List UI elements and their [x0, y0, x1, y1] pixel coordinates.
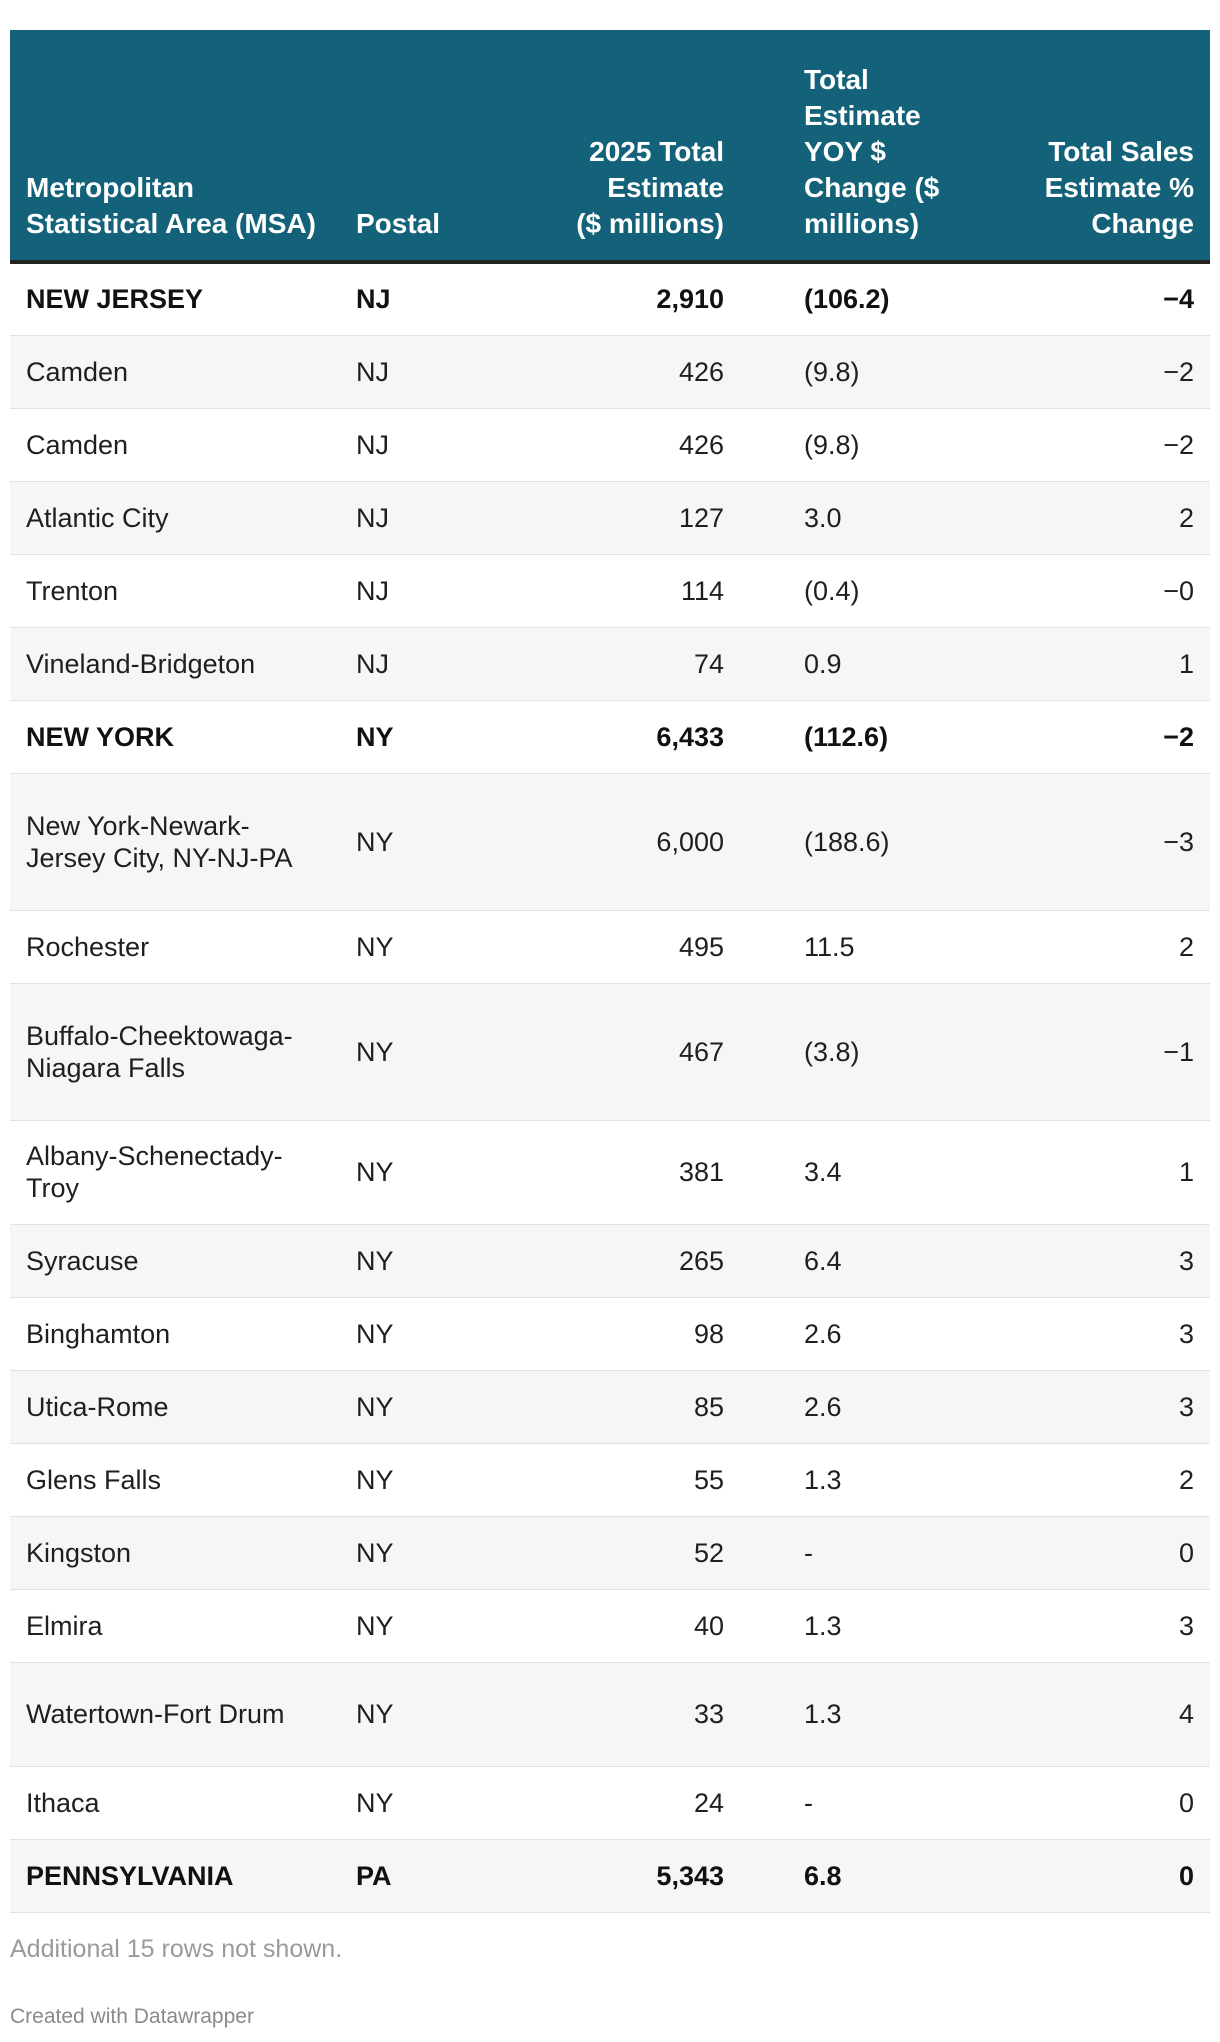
- footer-note: Additional 15 rows not shown.: [10, 1935, 343, 1963]
- cell-yoy: -: [740, 1766, 980, 1839]
- cell-msa: Ithaca: [10, 1766, 340, 1839]
- table-container: [10, 30, 1210, 1913]
- table-row: [10, 627, 1210, 700]
- cell-postal: NJ: [340, 335, 560, 408]
- cell-postal: NJ: [340, 554, 560, 627]
- cell-pct: 2: [980, 1443, 1210, 1516]
- cell-total: 33: [560, 1662, 740, 1766]
- table-row: [10, 1589, 1210, 1662]
- cell-msa: Camden: [10, 335, 340, 408]
- table-row: [10, 1224, 1210, 1297]
- cell-msa: Kingston: [10, 1516, 340, 1589]
- cell-msa: PENNSYLVANIA: [10, 1839, 340, 1912]
- cell-pct: 1: [980, 627, 1210, 700]
- cell-total: 426: [560, 335, 740, 408]
- cell-yoy: 2.6: [740, 1370, 980, 1443]
- table-row: [10, 335, 1210, 408]
- cell-yoy: 3.4: [740, 1120, 980, 1224]
- cell-postal: PA: [340, 1839, 560, 1912]
- cell-msa: Albany-Schenectady-Troy: [10, 1120, 340, 1224]
- column-header-msa[interactable]: Metropolitan Statistical Area (MSA): [10, 30, 340, 262]
- cell-postal: NJ: [340, 627, 560, 700]
- cell-postal: NJ: [340, 408, 560, 481]
- cell-pct: 3: [980, 1297, 1210, 1370]
- cell-total: 40: [560, 1589, 740, 1662]
- cell-yoy: (9.8): [740, 335, 980, 408]
- cell-pct: 0: [980, 1516, 1210, 1589]
- cell-postal: NY: [340, 1662, 560, 1766]
- table-row: [10, 481, 1210, 554]
- column-header-yoy[interactable]: Total Estimate YOY $ Change ($ millions): [740, 30, 980, 262]
- table-row: [10, 1516, 1210, 1589]
- cell-total: 467: [560, 983, 740, 1120]
- cell-total: 381: [560, 1120, 740, 1224]
- table-row: [10, 1839, 1210, 1912]
- cell-total: 98: [560, 1297, 740, 1370]
- cell-postal: NY: [340, 1766, 560, 1839]
- table-header: [10, 30, 1210, 262]
- cell-msa: Syracuse: [10, 1224, 340, 1297]
- cell-msa: Binghamton: [10, 1297, 340, 1370]
- cell-total: 2,910: [560, 262, 740, 335]
- column-header-postal[interactable]: Postal: [340, 30, 560, 262]
- cell-total: 74: [560, 627, 740, 700]
- cell-yoy: 1.3: [740, 1443, 980, 1516]
- cell-yoy: 2.6: [740, 1297, 980, 1370]
- cell-pct: 2: [980, 481, 1210, 554]
- cell-postal: NY: [340, 910, 560, 983]
- data-table: [10, 30, 1210, 1913]
- cell-msa: Rochester: [10, 910, 340, 983]
- cell-total: 265: [560, 1224, 740, 1297]
- cell-msa: Vineland-Bridgeton: [10, 627, 340, 700]
- cell-postal: NY: [340, 1370, 560, 1443]
- cell-yoy: 1.3: [740, 1662, 980, 1766]
- cell-postal: NY: [340, 1589, 560, 1662]
- table-row: [10, 700, 1210, 773]
- cell-pct: −1: [980, 983, 1210, 1120]
- cell-yoy: (9.8): [740, 408, 980, 481]
- cell-postal: NY: [340, 1224, 560, 1297]
- cell-total: 52: [560, 1516, 740, 1589]
- table-row: [10, 554, 1210, 627]
- cell-total: 114: [560, 554, 740, 627]
- cell-msa: Buffalo-Cheektowaga-Niagara Falls: [10, 983, 340, 1120]
- footer-credit: Created with Datawrapper: [10, 2005, 254, 2028]
- cell-pct: 3: [980, 1370, 1210, 1443]
- table-row: [10, 408, 1210, 481]
- cell-postal: NY: [340, 983, 560, 1120]
- cell-pct: −0: [980, 554, 1210, 627]
- cell-yoy: 0.9: [740, 627, 980, 700]
- table-row: [10, 983, 1210, 1120]
- table-row: [10, 1120, 1210, 1224]
- cell-postal: NY: [340, 1443, 560, 1516]
- cell-yoy: (112.6): [740, 700, 980, 773]
- table-row: [10, 773, 1210, 910]
- cell-postal: NJ: [340, 262, 560, 335]
- cell-yoy: (0.4): [740, 554, 980, 627]
- cell-pct: 0: [980, 1766, 1210, 1839]
- cell-pct: −2: [980, 700, 1210, 773]
- cell-msa: New York-Newark-Jersey City, NY-NJ-PA: [10, 773, 340, 910]
- cell-postal: NY: [340, 1120, 560, 1224]
- cell-total: 24: [560, 1766, 740, 1839]
- cell-yoy: (188.6): [740, 773, 980, 910]
- cell-postal: NY: [340, 1516, 560, 1589]
- table-row: [10, 1662, 1210, 1766]
- cell-pct: 3: [980, 1224, 1210, 1297]
- cell-yoy: 6.4: [740, 1224, 980, 1297]
- cell-total: 426: [560, 408, 740, 481]
- cell-total: 5,343: [560, 1839, 740, 1912]
- cell-pct: −2: [980, 335, 1210, 408]
- cell-pct: 4: [980, 1662, 1210, 1766]
- cell-pct: 1: [980, 1120, 1210, 1224]
- cell-total: 6,433: [560, 700, 740, 773]
- cell-pct: −4: [980, 262, 1210, 335]
- cell-yoy: (106.2): [740, 262, 980, 335]
- cell-total: 55: [560, 1443, 740, 1516]
- table-row: [10, 910, 1210, 983]
- cell-msa: Glens Falls: [10, 1443, 340, 1516]
- cell-postal: NY: [340, 773, 560, 910]
- table-row: [10, 262, 1210, 335]
- cell-total: 495: [560, 910, 740, 983]
- cell-postal: NY: [340, 700, 560, 773]
- cell-msa: NEW JERSEY: [10, 262, 340, 335]
- cell-msa: Trenton: [10, 554, 340, 627]
- cell-yoy: 11.5: [740, 910, 980, 983]
- cell-yoy: 6.8: [740, 1839, 980, 1912]
- table-body: [10, 262, 1210, 1912]
- table-row: [10, 1766, 1210, 1839]
- cell-msa: Utica-Rome: [10, 1370, 340, 1443]
- table-row: [10, 1297, 1210, 1370]
- table-row: [10, 1443, 1210, 1516]
- cell-postal: NY: [340, 1297, 560, 1370]
- cell-total: 85: [560, 1370, 740, 1443]
- cell-msa: Camden: [10, 408, 340, 481]
- column-header-total[interactable]: 2025 Total Estimate ($ millions): [560, 30, 740, 262]
- column-header-pct[interactable]: Total Sales Estimate % Change: [980, 30, 1210, 262]
- cell-pct: 3: [980, 1589, 1210, 1662]
- cell-postal: NJ: [340, 481, 560, 554]
- cell-pct: 0: [980, 1839, 1210, 1912]
- cell-yoy: -: [740, 1516, 980, 1589]
- table-row: [10, 1370, 1210, 1443]
- cell-msa: Elmira: [10, 1589, 340, 1662]
- cell-pct: −3: [980, 773, 1210, 910]
- cell-pct: −2: [980, 408, 1210, 481]
- cell-total: 6,000: [560, 773, 740, 910]
- cell-yoy: 3.0: [740, 481, 980, 554]
- cell-yoy: 1.3: [740, 1589, 980, 1662]
- cell-total: 127: [560, 481, 740, 554]
- cell-yoy: (3.8): [740, 983, 980, 1120]
- cell-msa: NEW YORK: [10, 700, 340, 773]
- cell-msa: Watertown-Fort Drum: [10, 1662, 340, 1766]
- cell-msa: Atlantic City: [10, 481, 340, 554]
- cell-pct: 2: [980, 910, 1210, 983]
